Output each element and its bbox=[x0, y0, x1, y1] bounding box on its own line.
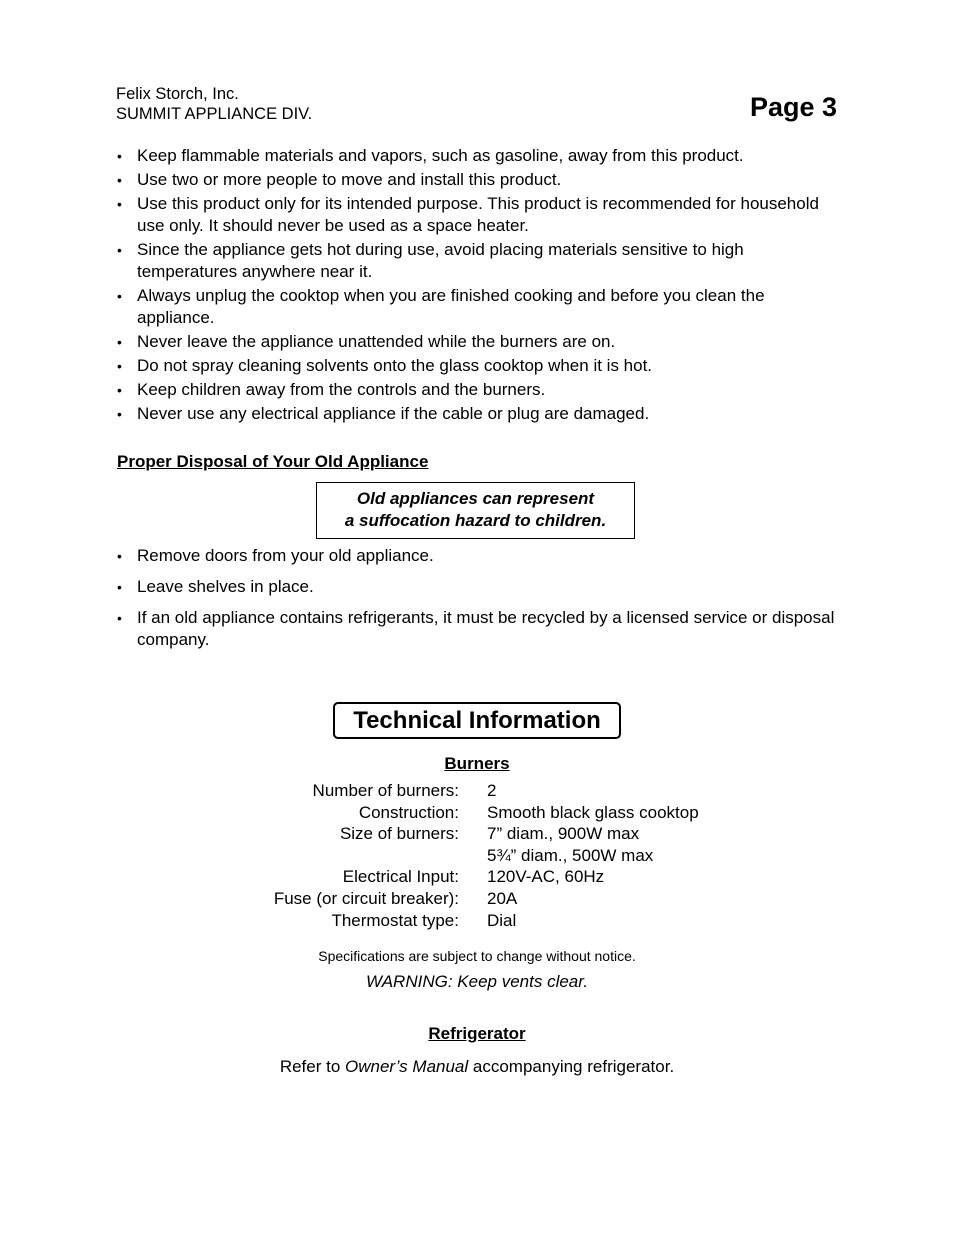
page-number: Page 3 bbox=[749, 92, 837, 122]
list-item: • Leave shelves in place. bbox=[116, 576, 841, 598]
list-item: • Use this product only for its intended purpose. This product is recommended for household use only. It should never be used as a space heater. bbox=[116, 193, 841, 237]
disposal-list bbox=[116, 545, 841, 660]
safety-list bbox=[116, 145, 841, 427]
list-item: • Never leave the appliance unattended while the burners are on. bbox=[116, 331, 841, 353]
spec-value: 120V-AC, 60Hz bbox=[487, 867, 605, 887]
spec-row bbox=[180, 845, 699, 867]
list-item: • Always unplug the cooktop when you are finished cooking and before you clean the appliance. bbox=[116, 285, 841, 329]
list-item: • Keep flammable materials and vapors, such as gasoline, away from this product. bbox=[116, 145, 841, 167]
technical-information-title: Technical Information bbox=[333, 702, 621, 739]
spec-row bbox=[180, 823, 699, 845]
spec-row bbox=[180, 780, 699, 802]
refrigerator-heading: Refrigerator bbox=[428, 1024, 526, 1043]
spec-label: Thermostat type: bbox=[331, 910, 459, 930]
list-item: • Use two or more people to move and install this product. bbox=[116, 169, 841, 191]
list-item: • If an old appliance contains refrigerants, it must be recycled by a licensed service or disposal company. bbox=[116, 607, 841, 651]
list-item: • Remove doors from your old appliance. bbox=[116, 545, 841, 567]
spec-row bbox=[180, 802, 699, 824]
spec-value: 5¾” diam., 500W max bbox=[487, 845, 654, 865]
warning-line-2: a suffocation hazard to children. bbox=[344, 511, 607, 530]
spec-label: Size of burners: bbox=[339, 824, 459, 844]
burners-heading: Burners bbox=[444, 754, 510, 773]
refrigerator-reference: Refer to Owner’s Manual accompanying refrigerator. bbox=[279, 1057, 675, 1076]
division-name: SUMMIT APPLIANCE DIV. bbox=[116, 105, 313, 123]
spec-label: Construction: bbox=[358, 802, 459, 822]
specs-notice: Specifications are subject to change without notice. bbox=[318, 948, 636, 964]
spec-value: Smooth black glass cooktop bbox=[487, 802, 699, 822]
page-header bbox=[116, 84, 312, 124]
disposal-heading: Proper Disposal of Your Old Appliance bbox=[117, 452, 429, 471]
list-item: • Never use any electrical appliance if the cable or plug are damaged. bbox=[116, 403, 841, 425]
list-item: • Keep children away from the controls and the burners. bbox=[116, 379, 841, 401]
spec-row bbox=[180, 888, 699, 910]
list-item: • Since the appliance gets hot during use, avoid placing materials sensitive to high temperatures anywhere near it. bbox=[116, 239, 841, 283]
warning-line-1: Old appliances can represent bbox=[356, 489, 595, 508]
spec-row bbox=[180, 866, 699, 888]
owners-manual-title: Owner’s Manual bbox=[345, 1057, 469, 1076]
burner-specs-table bbox=[180, 780, 699, 931]
spec-value: 2 bbox=[487, 781, 497, 800]
spec-label: Number of burners: bbox=[312, 781, 459, 800]
spec-value: 20A bbox=[487, 888, 518, 908]
company-name: Felix Storch, Inc. bbox=[116, 85, 239, 103]
spec-label bbox=[180, 845, 459, 867]
spec-row bbox=[180, 910, 699, 932]
list-item: • Do not spray cleaning solvents onto the glass cooktop when it is hot. bbox=[116, 355, 841, 377]
suffocation-warning-box bbox=[316, 482, 635, 539]
vents-warning: WARNING: Keep vents clear. bbox=[365, 972, 589, 991]
spec-label: Electrical Input: bbox=[342, 867, 459, 887]
spec-value: Dial bbox=[487, 910, 517, 930]
spec-value: 7” diam., 900W max bbox=[487, 824, 640, 844]
spec-label: Fuse (or circuit breaker): bbox=[273, 888, 459, 908]
